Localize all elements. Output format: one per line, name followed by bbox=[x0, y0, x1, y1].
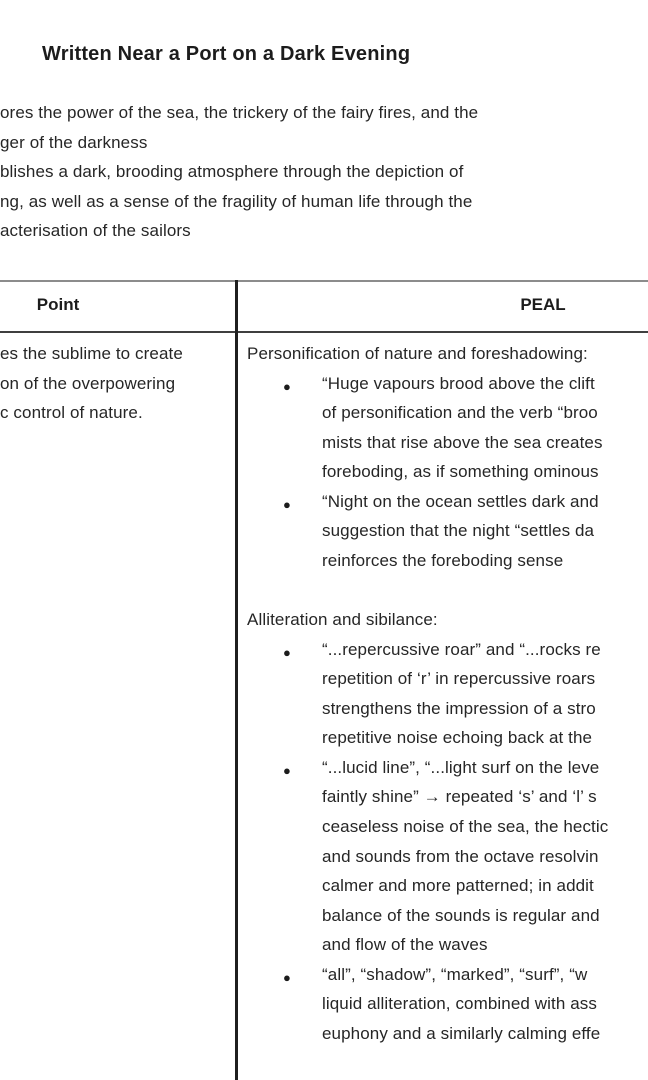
column-header-point: Point bbox=[36, 295, 80, 314]
peal-line-text: and flow of the waves bbox=[322, 935, 488, 955]
point-cell-line: on of the overpowering bbox=[0, 373, 176, 393]
peal-line-text: “...repercussive roar” and “...rocks re bbox=[322, 639, 601, 659]
peal-line-text: Alliteration and sibilance: bbox=[247, 610, 438, 630]
peal-line-text: of personification and the verb “broo bbox=[322, 403, 598, 423]
peal-line-text: liquid alliteration, combined with ass bbox=[322, 994, 597, 1014]
intro-line: acterisation of the sailors bbox=[0, 221, 191, 241]
peal-cell bbox=[247, 339, 648, 1049]
peal-line-text: strengthens the impression of a stro bbox=[322, 698, 596, 718]
peal-line-text: “Huge vapours brood above the clift bbox=[322, 373, 595, 393]
peal-line-text: Personification of nature and foreshadowing: bbox=[247, 344, 588, 363]
peal-line-text: suggestion that the night “settles da bbox=[322, 521, 595, 541]
peal-line bbox=[247, 339, 648, 369]
peal-line-text: and sounds from the octave resolvin bbox=[322, 846, 599, 866]
peal-line bbox=[247, 930, 648, 960]
peal-line-text: euphony and a similarly calming effe bbox=[322, 1023, 601, 1043]
page-title: Written Near a Port on a Dark Evening bbox=[42, 43, 411, 65]
bullet-icon: ● bbox=[283, 762, 291, 778]
peal-line-text: foreboding, as if something ominous bbox=[322, 462, 599, 482]
peal-line-text: repetitive noise echoing back at the bbox=[322, 728, 593, 748]
peal-line-text: reinforces the foreboding sense bbox=[322, 550, 564, 570]
peal-line-text: repetition of ‘r’ in repercussive roars bbox=[322, 669, 596, 689]
peal-line bbox=[247, 546, 648, 576]
bullet-icon: ● bbox=[283, 378, 291, 394]
peal-line-text: faintly shine” → repeated ‘s’ and ‘l’ s bbox=[322, 787, 597, 807]
intro-line: ores the power of the sea, the trickery of the fairy fires, and the bbox=[0, 103, 479, 122]
peal-line bbox=[247, 487, 648, 517]
table-top-border bbox=[0, 280, 648, 282]
column-header-peal: PEAL bbox=[520, 295, 566, 314]
peal-line-text: ceaseless noise of the sea, the hectic bbox=[322, 817, 609, 836]
peal-line bbox=[247, 398, 648, 428]
peal-line bbox=[247, 635, 648, 665]
peal-line bbox=[247, 428, 648, 458]
peal-line-text: “Night on the ocean settles dark and bbox=[322, 491, 599, 511]
table-header-border bbox=[0, 331, 648, 333]
peal-line bbox=[247, 989, 648, 1019]
bullet-icon: ● bbox=[283, 969, 291, 985]
peal-line bbox=[247, 516, 648, 546]
intro-line: ger of the darkness bbox=[0, 132, 148, 152]
peal-line bbox=[247, 605, 648, 635]
peal-line-text: “...lucid line”, “...light surf on the leve bbox=[322, 757, 600, 777]
peal-line bbox=[247, 664, 648, 694]
peal-line bbox=[247, 782, 648, 812]
peal-line-text: calmer and more patterned; in addit bbox=[322, 876, 594, 896]
peal-line-text: balance of the sounds is regular and bbox=[322, 905, 600, 925]
bullet-icon: ● bbox=[283, 644, 291, 660]
point-cell-line: c control of nature. bbox=[0, 403, 143, 423]
peal-line bbox=[247, 960, 648, 990]
peal-line bbox=[247, 871, 648, 901]
peal-line bbox=[247, 369, 648, 399]
peal-line-text: mists that rise above the sea creates bbox=[322, 432, 603, 452]
peal-line bbox=[247, 723, 648, 753]
peal-line-text: “all”, “shadow”, “marked”, “surf”, “w bbox=[322, 964, 588, 984]
table-column-divider bbox=[235, 280, 238, 1080]
peal-line bbox=[247, 842, 648, 872]
peal-line bbox=[247, 457, 648, 487]
intro-paragraph bbox=[0, 98, 478, 246]
point-cell-line: es the sublime to create bbox=[0, 344, 183, 363]
peal-line-blank bbox=[247, 576, 648, 606]
peal-line bbox=[247, 901, 648, 931]
peal-line bbox=[247, 812, 648, 842]
intro-line: blishes a dark, brooding atmosphere through the depiction of bbox=[0, 162, 464, 182]
peal-line bbox=[247, 1019, 648, 1049]
bullet-icon: ● bbox=[283, 496, 291, 512]
point-cell bbox=[0, 339, 183, 428]
peal-line bbox=[247, 694, 648, 724]
peal-line bbox=[247, 753, 648, 783]
intro-line: ng, as well as a sense of the fragility of human life through the bbox=[0, 191, 473, 211]
